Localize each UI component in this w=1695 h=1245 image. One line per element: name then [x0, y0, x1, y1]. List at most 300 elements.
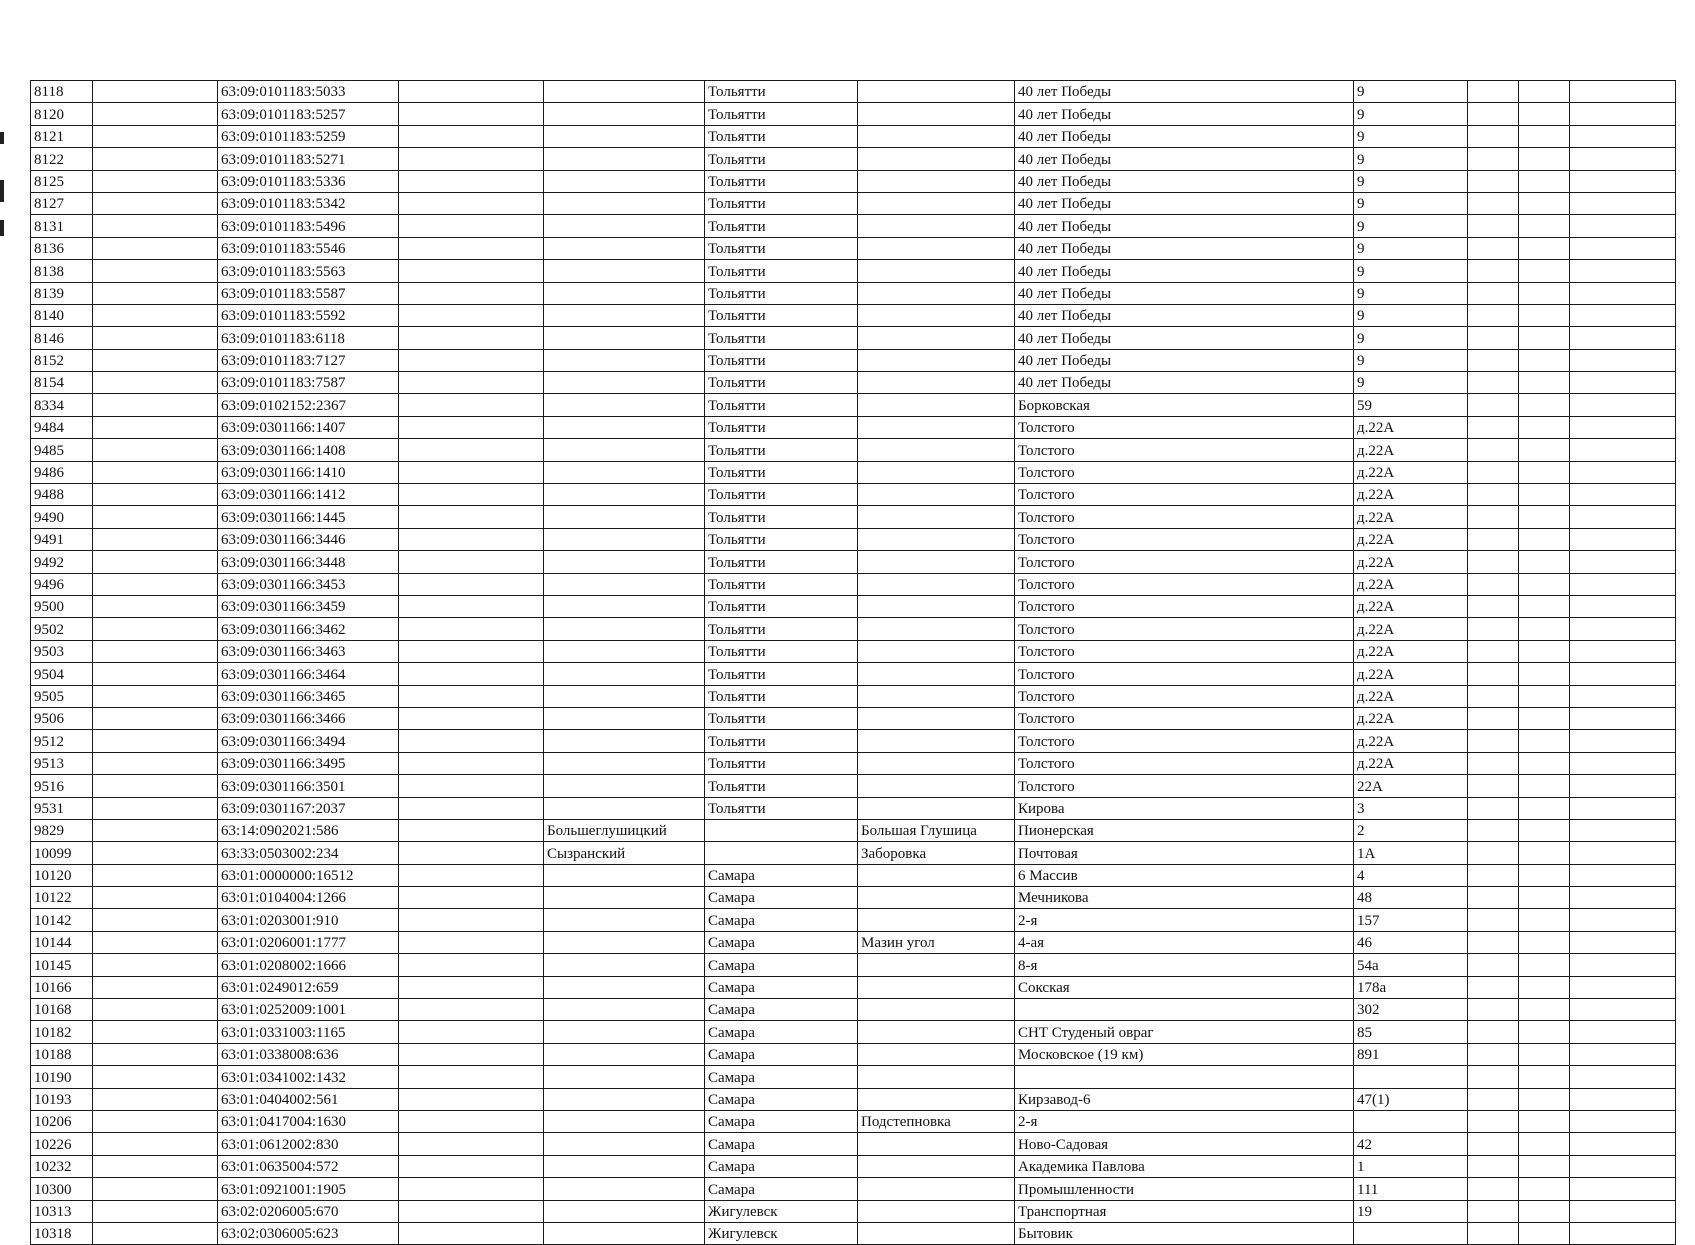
street-cell: 40 лет Победы	[1015, 304, 1354, 326]
blank-cell-d	[399, 237, 544, 259]
house-number-cell: 9	[1354, 260, 1468, 282]
cadastral-number-cell: 63:09:0101183:5257	[218, 103, 399, 125]
district-cell	[544, 125, 705, 147]
blank-cell-d	[399, 394, 544, 416]
city-cell: Тольятти	[705, 394, 858, 416]
cadastral-number-cell: 63:09:0101183:5587	[218, 282, 399, 304]
table-row	[31, 573, 1676, 595]
blank-cell-k	[1519, 192, 1570, 214]
blank-cell-d	[399, 1178, 544, 1200]
blank-cell-d	[399, 707, 544, 729]
blank-cell-d	[399, 461, 544, 483]
table-row	[31, 1155, 1676, 1177]
house-number-cell: 22А	[1354, 775, 1468, 797]
blank-cell-k	[1519, 125, 1570, 147]
blank-cell-b	[93, 282, 218, 304]
blank-cell-l	[1570, 192, 1676, 214]
district-cell	[544, 775, 705, 797]
blank-cell-l	[1570, 819, 1676, 841]
blank-cell-j	[1468, 819, 1519, 841]
blank-cell-k	[1519, 842, 1570, 864]
cadastral-number-cell: 63:01:0104004:1266	[218, 887, 399, 909]
locality-cell	[858, 1088, 1015, 1110]
city-cell: Тольятти	[705, 416, 858, 438]
blank-cell-k	[1519, 237, 1570, 259]
table-row	[31, 842, 1676, 864]
blank-cell-j	[1468, 595, 1519, 617]
blank-cell-k	[1519, 372, 1570, 394]
district-cell	[544, 663, 705, 685]
locality-cell	[858, 954, 1015, 976]
blank-cell-b	[93, 1021, 218, 1043]
blank-cell-l	[1570, 887, 1676, 909]
record-number-cell: 9486	[31, 461, 93, 483]
house-number-cell: 9	[1354, 148, 1468, 170]
locality-cell	[858, 1043, 1015, 1065]
blank-cell-l	[1570, 372, 1676, 394]
record-number-cell: 8139	[31, 282, 93, 304]
record-number-cell: 9829	[31, 819, 93, 841]
blank-cell-b	[93, 1088, 218, 1110]
blank-cell-l	[1570, 864, 1676, 886]
table-row	[31, 1222, 1676, 1244]
cadastral-number-cell: 63:09:0301166:1407	[218, 416, 399, 438]
street-cell: 40 лет Победы	[1015, 372, 1354, 394]
locality-cell	[858, 573, 1015, 595]
table-row	[31, 1200, 1676, 1222]
city-cell: Тольятти	[705, 170, 858, 192]
blank-cell-l	[1570, 1021, 1676, 1043]
house-number-cell: 1А	[1354, 842, 1468, 864]
record-number-cell: 9531	[31, 797, 93, 819]
blank-cell-j	[1468, 775, 1519, 797]
blank-cell-k	[1519, 260, 1570, 282]
cadastral-number-cell: 63:01:0612002:830	[218, 1133, 399, 1155]
house-number-cell: д.22А	[1354, 573, 1468, 595]
record-number-cell: 8146	[31, 327, 93, 349]
cadastral-number-cell: 63:09:0301166:3453	[218, 573, 399, 595]
house-number-cell: д.22А	[1354, 618, 1468, 640]
record-number-cell: 10122	[31, 887, 93, 909]
city-cell: Тольятти	[705, 506, 858, 528]
locality-cell	[858, 103, 1015, 125]
street-cell: Бытовик	[1015, 1222, 1354, 1244]
blank-cell-k	[1519, 103, 1570, 125]
city-cell: Тольятти	[705, 215, 858, 237]
city-cell: Тольятти	[705, 439, 858, 461]
blank-cell-j	[1468, 237, 1519, 259]
house-number-cell: 85	[1354, 1021, 1468, 1043]
record-number-cell: 8127	[31, 192, 93, 214]
street-cell: Толстого	[1015, 528, 1354, 550]
blank-cell-j	[1468, 1043, 1519, 1065]
record-number-cell: 10300	[31, 1178, 93, 1200]
blank-cell-l	[1570, 618, 1676, 640]
locality-cell	[858, 125, 1015, 147]
district-cell	[544, 1088, 705, 1110]
blank-cell-b	[93, 730, 218, 752]
blank-cell-d	[399, 103, 544, 125]
blank-cell-j	[1468, 282, 1519, 304]
record-number-cell: 8138	[31, 260, 93, 282]
house-number-cell: д.22А	[1354, 551, 1468, 573]
district-cell: Сызранский	[544, 842, 705, 864]
record-number-cell: 10226	[31, 1133, 93, 1155]
house-number-cell: д.22А	[1354, 484, 1468, 506]
blank-cell-k	[1519, 528, 1570, 550]
blank-cell-d	[399, 663, 544, 685]
cadastral-number-cell: 63:01:0341002:1432	[218, 1066, 399, 1088]
blank-cell-k	[1519, 976, 1570, 998]
blank-cell-j	[1468, 663, 1519, 685]
blank-cell-l	[1570, 640, 1676, 662]
blank-cell-b	[93, 215, 218, 237]
blank-cell-d	[399, 999, 544, 1021]
blank-cell-b	[93, 148, 218, 170]
blank-cell-j	[1468, 372, 1519, 394]
district-cell	[544, 461, 705, 483]
blank-cell-b	[93, 304, 218, 326]
blank-cell-j	[1468, 125, 1519, 147]
locality-cell	[858, 461, 1015, 483]
street-cell: Кирзавод-6	[1015, 1088, 1354, 1110]
district-cell	[544, 976, 705, 998]
record-number-cell: 9488	[31, 484, 93, 506]
city-cell: Тольятти	[705, 192, 858, 214]
blank-cell-b	[93, 976, 218, 998]
district-cell	[544, 349, 705, 371]
city-cell	[705, 819, 858, 841]
table-row	[31, 819, 1676, 841]
street-cell: СНТ Студеный овраг	[1015, 1021, 1354, 1043]
house-number-cell: 54а	[1354, 954, 1468, 976]
blank-cell-j	[1468, 707, 1519, 729]
cadastral-number-cell: 63:09:0301166:3448	[218, 551, 399, 573]
city-cell: Тольятти	[705, 484, 858, 506]
blank-cell-b	[93, 551, 218, 573]
locality-cell	[858, 170, 1015, 192]
house-number-cell: д.22А	[1354, 461, 1468, 483]
blank-cell-d	[399, 439, 544, 461]
blank-cell-j	[1468, 484, 1519, 506]
blank-cell-k	[1519, 551, 1570, 573]
blank-cell-k	[1519, 640, 1570, 662]
district-cell	[544, 506, 705, 528]
blank-cell-j	[1468, 148, 1519, 170]
table-row	[31, 215, 1676, 237]
blank-cell-j	[1468, 1066, 1519, 1088]
district-cell	[544, 148, 705, 170]
district-cell: Большеглушицкий	[544, 819, 705, 841]
blank-cell-k	[1519, 775, 1570, 797]
cadastral-number-cell: 63:01:0635004:572	[218, 1155, 399, 1177]
house-number-cell: 9	[1354, 125, 1468, 147]
district-cell	[544, 864, 705, 886]
blank-cell-b	[93, 1133, 218, 1155]
table-row	[31, 1021, 1676, 1043]
blank-cell-k	[1519, 506, 1570, 528]
blank-cell-b	[93, 1178, 218, 1200]
cadastral-number-cell: 63:09:0301166:1412	[218, 484, 399, 506]
blank-cell-d	[399, 595, 544, 617]
cadastral-number-cell: 63:09:0102152:2367	[218, 394, 399, 416]
city-cell: Самара	[705, 864, 858, 886]
record-number-cell: 10168	[31, 999, 93, 1021]
blank-cell-j	[1468, 215, 1519, 237]
record-number-cell: 10182	[31, 1021, 93, 1043]
blank-cell-b	[93, 595, 218, 617]
blank-cell-k	[1519, 797, 1570, 819]
cadastral-number-cell: 63:01:0208002:1666	[218, 954, 399, 976]
city-cell: Самара	[705, 1043, 858, 1065]
blank-cell-k	[1519, 1066, 1570, 1088]
street-cell: Борковская	[1015, 394, 1354, 416]
city-cell: Тольятти	[705, 327, 858, 349]
record-number-cell: 9492	[31, 551, 93, 573]
blank-cell-b	[93, 372, 218, 394]
blank-cell-d	[399, 909, 544, 931]
district-cell	[544, 707, 705, 729]
blank-cell-j	[1468, 909, 1519, 931]
house-number-cell: 178а	[1354, 976, 1468, 998]
locality-cell	[858, 663, 1015, 685]
district-cell	[544, 797, 705, 819]
blank-cell-k	[1519, 81, 1570, 103]
blank-cell-l	[1570, 551, 1676, 573]
locality-cell	[858, 1178, 1015, 1200]
district-cell	[544, 1021, 705, 1043]
blank-cell-j	[1468, 864, 1519, 886]
blank-cell-d	[399, 81, 544, 103]
cadastral-number-cell: 63:09:0301166:3495	[218, 752, 399, 774]
locality-cell	[858, 551, 1015, 573]
district-cell	[544, 999, 705, 1021]
district-cell	[544, 595, 705, 617]
district-cell	[544, 394, 705, 416]
blank-cell-d	[399, 484, 544, 506]
cadastral-number-cell: 63:01:0203001:910	[218, 909, 399, 931]
locality-cell	[858, 999, 1015, 1021]
cadastral-number-cell: 63:02:0306005:623	[218, 1222, 399, 1244]
city-cell: Тольятти	[705, 707, 858, 729]
blank-cell-l	[1570, 1133, 1676, 1155]
table-row	[31, 304, 1676, 326]
street-cell: 40 лет Победы	[1015, 260, 1354, 282]
district-cell	[544, 640, 705, 662]
blank-cell-d	[399, 1021, 544, 1043]
blank-cell-b	[93, 797, 218, 819]
blank-cell-b	[93, 1155, 218, 1177]
table-row	[31, 506, 1676, 528]
blank-cell-l	[1570, 237, 1676, 259]
locality-cell	[858, 327, 1015, 349]
cadastral-number-cell: 63:09:0301167:2037	[218, 797, 399, 819]
record-number-cell: 10166	[31, 976, 93, 998]
blank-cell-j	[1468, 931, 1519, 953]
locality-cell	[858, 864, 1015, 886]
cadastral-number-cell: 63:09:0101183:5342	[218, 192, 399, 214]
blank-cell-l	[1570, 125, 1676, 147]
blank-cell-d	[399, 148, 544, 170]
blank-cell-b	[93, 260, 218, 282]
city-cell: Тольятти	[705, 797, 858, 819]
locality-cell	[858, 215, 1015, 237]
street-cell: Толстого	[1015, 618, 1354, 640]
table-row	[31, 999, 1676, 1021]
house-number-cell: д.22А	[1354, 685, 1468, 707]
blank-cell-l	[1570, 976, 1676, 998]
blank-cell-j	[1468, 260, 1519, 282]
table-row	[31, 887, 1676, 909]
blank-cell-b	[93, 192, 218, 214]
blank-cell-j	[1468, 439, 1519, 461]
blank-cell-l	[1570, 775, 1676, 797]
cadastral-number-cell: 63:09:0301166:3459	[218, 595, 399, 617]
locality-cell	[858, 237, 1015, 259]
blank-cell-j	[1468, 528, 1519, 550]
locality-cell	[858, 304, 1015, 326]
city-cell: Самара	[705, 999, 858, 1021]
blank-cell-l	[1570, 752, 1676, 774]
cadastral-number-cell: 63:01:0338008:636	[218, 1043, 399, 1065]
district-cell	[544, 103, 705, 125]
locality-cell	[858, 349, 1015, 371]
blank-cell-l	[1570, 730, 1676, 752]
blank-cell-d	[399, 416, 544, 438]
blank-cell-l	[1570, 954, 1676, 976]
table-row	[31, 125, 1676, 147]
city-cell: Жигулевск	[705, 1222, 858, 1244]
record-number-cell: 9513	[31, 752, 93, 774]
blank-cell-b	[93, 909, 218, 931]
city-cell: Тольятти	[705, 685, 858, 707]
city-cell: Тольятти	[705, 372, 858, 394]
record-number-cell: 8152	[31, 349, 93, 371]
district-cell	[544, 327, 705, 349]
blank-cell-d	[399, 528, 544, 550]
blank-cell-d	[399, 954, 544, 976]
locality-cell	[858, 282, 1015, 304]
table-row	[31, 282, 1676, 304]
blank-cell-d	[399, 506, 544, 528]
city-cell: Самара	[705, 954, 858, 976]
locality-cell	[858, 618, 1015, 640]
blank-cell-k	[1519, 394, 1570, 416]
city-cell: Самара	[705, 887, 858, 909]
house-number-cell: 9	[1354, 349, 1468, 371]
locality-cell	[858, 909, 1015, 931]
blank-cell-j	[1468, 954, 1519, 976]
district-cell	[544, 1066, 705, 1088]
blank-cell-d	[399, 1110, 544, 1132]
locality-cell	[858, 372, 1015, 394]
district-cell	[544, 439, 705, 461]
street-cell: 40 лет Победы	[1015, 215, 1354, 237]
blank-cell-k	[1519, 484, 1570, 506]
blank-cell-k	[1519, 1021, 1570, 1043]
record-number-cell: 8120	[31, 103, 93, 125]
house-number-cell: д.22А	[1354, 730, 1468, 752]
record-number-cell: 10099	[31, 842, 93, 864]
street-cell: Толстого	[1015, 752, 1354, 774]
blank-cell-d	[399, 1222, 544, 1244]
table-row	[31, 1178, 1676, 1200]
blank-cell-j	[1468, 416, 1519, 438]
blank-cell-k	[1519, 1110, 1570, 1132]
blank-cell-k	[1519, 1222, 1570, 1244]
record-number-cell: 10193	[31, 1088, 93, 1110]
locality-cell	[858, 707, 1015, 729]
city-cell: Самара	[705, 976, 858, 998]
house-number-cell: д.22А	[1354, 416, 1468, 438]
blank-cell-j	[1468, 103, 1519, 125]
blank-cell-l	[1570, 1110, 1676, 1132]
street-cell: 8-я	[1015, 954, 1354, 976]
blank-cell-b	[93, 954, 218, 976]
scan-margin-mark-low	[0, 220, 4, 236]
house-number-cell: д.22А	[1354, 707, 1468, 729]
district-cell	[544, 887, 705, 909]
house-number-cell: 157	[1354, 909, 1468, 931]
table-row	[31, 103, 1676, 125]
table-row	[31, 730, 1676, 752]
blank-cell-b	[93, 349, 218, 371]
cadastral-number-cell: 63:01:0417004:1630	[218, 1110, 399, 1132]
blank-cell-k	[1519, 282, 1570, 304]
blank-cell-j	[1468, 327, 1519, 349]
district-cell	[544, 416, 705, 438]
city-cell: Тольятти	[705, 461, 858, 483]
locality-cell	[858, 775, 1015, 797]
locality-cell	[858, 484, 1015, 506]
house-number-cell: 9	[1354, 282, 1468, 304]
blank-cell-k	[1519, 439, 1570, 461]
blank-cell-b	[93, 618, 218, 640]
cadastral-number-cell: 63:09:0101183:5033	[218, 81, 399, 103]
record-number-cell: 8140	[31, 304, 93, 326]
district-cell	[544, 1178, 705, 1200]
house-number-cell: 891	[1354, 1043, 1468, 1065]
blank-cell-l	[1570, 528, 1676, 550]
blank-cell-d	[399, 260, 544, 282]
blank-cell-k	[1519, 148, 1570, 170]
registry-table-body	[31, 81, 1676, 1245]
table-row	[31, 909, 1676, 931]
house-number-cell: д.22А	[1354, 663, 1468, 685]
table-row	[31, 394, 1676, 416]
district-cell	[544, 1222, 705, 1244]
blank-cell-j	[1468, 730, 1519, 752]
cadastral-number-cell: 63:01:0404002:561	[218, 1088, 399, 1110]
blank-cell-b	[93, 394, 218, 416]
table-row	[31, 81, 1676, 103]
table-row	[31, 618, 1676, 640]
house-number-cell: 59	[1354, 394, 1468, 416]
city-cell: Самара	[705, 1088, 858, 1110]
blank-cell-b	[93, 752, 218, 774]
street-cell: Толстого	[1015, 775, 1354, 797]
blank-cell-j	[1468, 81, 1519, 103]
blank-cell-l	[1570, 1043, 1676, 1065]
locality-cell	[858, 1133, 1015, 1155]
blank-cell-j	[1468, 842, 1519, 864]
locality-cell	[858, 976, 1015, 998]
street-cell: 6 Массив	[1015, 864, 1354, 886]
street-cell: 40 лет Победы	[1015, 125, 1354, 147]
street-cell: 40 лет Победы	[1015, 237, 1354, 259]
blank-cell-l	[1570, 663, 1676, 685]
blank-cell-b	[93, 103, 218, 125]
